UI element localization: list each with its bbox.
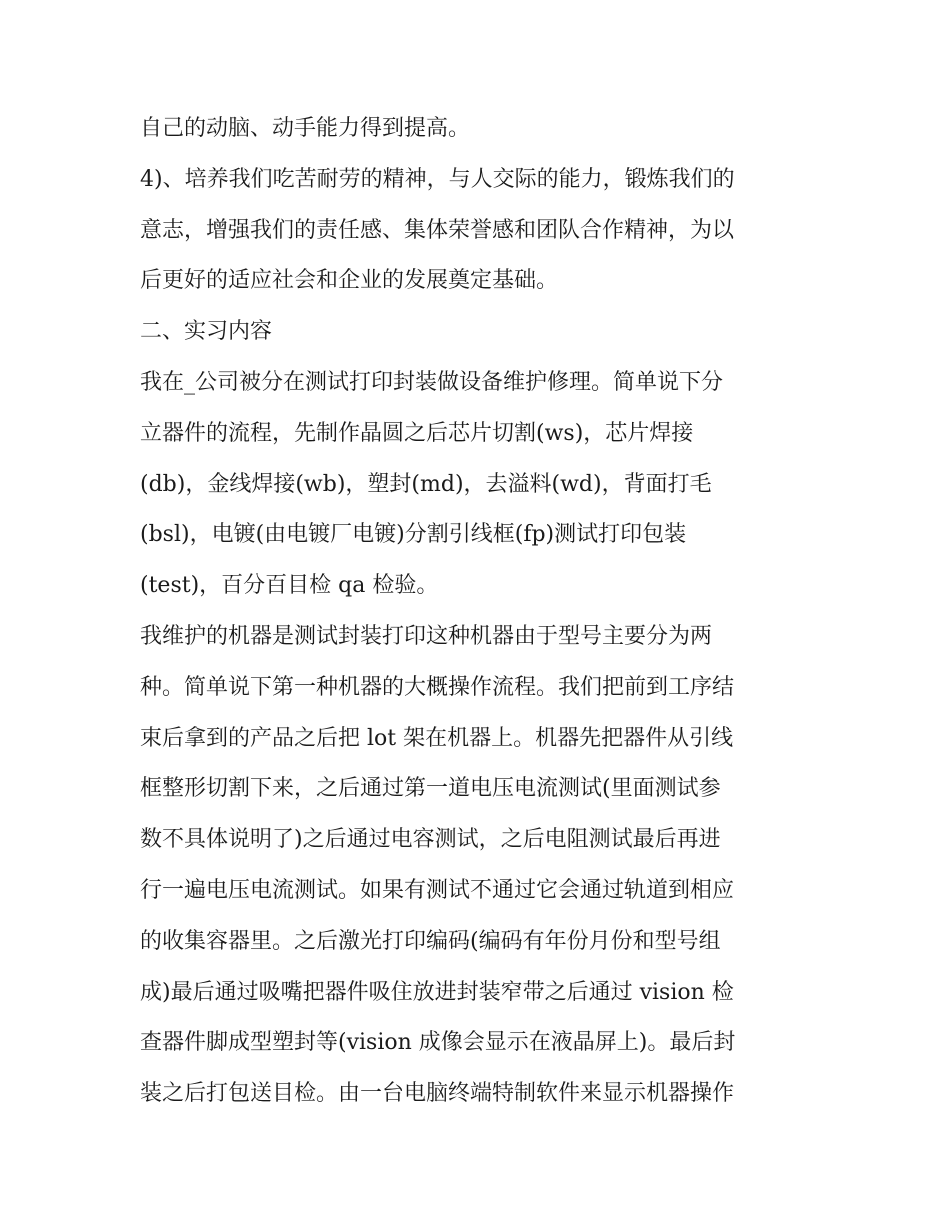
text-line: 成)最后通过吸嘴把器件吸住放进封装窄带之后通过 vision 检 (140, 979, 734, 1005)
text-line: 我在_公司被分在测试打印封装做设备维护修理。简单说下分 (140, 369, 724, 395)
text-line: 自己的动脑、动手能力得到提高。 (140, 116, 471, 141)
text-line: 的收集容器里。之后激光打印编码(编码有年份月份和型号组 (140, 928, 721, 954)
text-line: 装之后打包送目检。由一台电脑终端特制软件来显示机器操作 (140, 1081, 735, 1107)
document-body (140, 104, 820, 1120)
text-line: 意志，增强我们的责任感、集体荣誉感和团队合作精神，为以 (140, 217, 735, 243)
text-line: 行一遍电压电流测试。如果有测试不通过它会通过轨道到相应 (140, 877, 735, 903)
text-line: (db)，金线焊接(wb)，塑封(md)，去溢料(wd)，背面打毛 (140, 471, 712, 497)
text-line: 4)、培养我们吃苦耐劳的精神，与人交际的能力，锻炼我们的 (140, 166, 735, 192)
text-line: 数不具体说明了)之后通过电容测试，之后电阻测试最后再进 (140, 827, 721, 853)
text-line: (bsl)，电镀(由电镀厂电镀)分割引线框(fp)测试打印包装 (140, 522, 687, 548)
text-line: 后更好的适应社会和企业的发展奠定基础。 (140, 268, 559, 294)
text-line: 立器件的流程，先制作晶圆之后芯片切割(ws)，芯片焊接 (140, 420, 694, 446)
text-line: 种。简单说下第一种机器的大概操作流程。我们把前到工序结 (140, 674, 735, 700)
text-line: 查器件脚成型塑封等(vision 成像会显示在液晶屏上)。最后封 (140, 1030, 736, 1056)
text-line: 我维护的机器是测试封装打印这种机器由于型号主要分为两 (140, 623, 713, 649)
text-line: (test)，百分百目检 qa 检验。 (140, 573, 439, 599)
section-heading: 二、实习内容 (140, 319, 273, 345)
text-line: 框整形切割下来，之后通过第一道电压电流测试(里面测试参 (140, 776, 721, 802)
text-line: 束后拿到的产品之后把 lot 架在机器上。机器先把器件从引线 (140, 725, 734, 751)
